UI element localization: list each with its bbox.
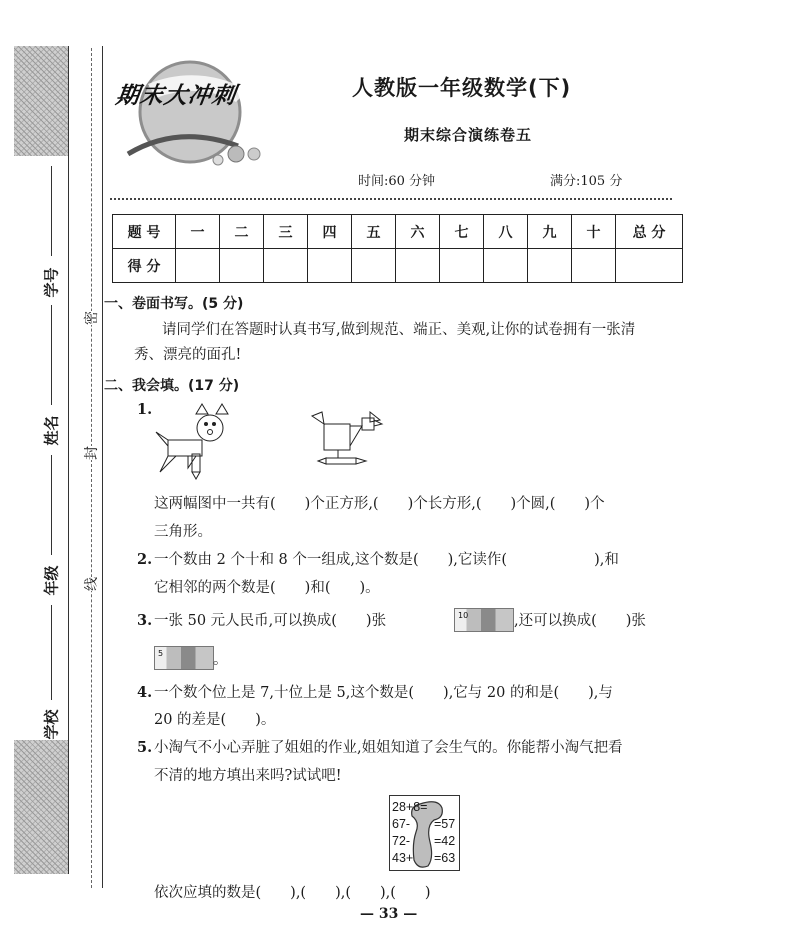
q3-line2: 。 xyxy=(213,652,228,668)
fill-grade xyxy=(51,455,52,555)
q4-line1: 一个数个位上是 7,十位上是 5,这个数是( ),它与 20 的和是( ),与 xyxy=(154,685,613,701)
q2-number: 2. xyxy=(137,551,153,568)
binding-hatch-bottom xyxy=(14,740,68,874)
q5-line2: 不清的地方填出来吗?试试吧! xyxy=(154,768,342,784)
logo-text: 期末大冲刺 xyxy=(114,83,238,109)
q5-answer-line: 依次应填的数是( ),( ),( ),( ) xyxy=(154,885,431,901)
seal-char-feng: 封 xyxy=(81,446,101,460)
label-student-id: 学号 xyxy=(42,267,61,298)
margin-rule xyxy=(102,46,103,888)
eq-line-4-right: =63 xyxy=(434,851,456,865)
score-cell[interactable] xyxy=(264,249,308,283)
q3-line1b: ,还可以换成( )张 xyxy=(514,613,646,629)
binding-hatch-top xyxy=(14,46,68,156)
score-cell[interactable] xyxy=(176,249,220,283)
score-cell[interactable] xyxy=(352,249,396,283)
q3-line1a: 一张 50 元人民币,可以换成( )张 xyxy=(154,613,387,629)
page-subtitle: 期末综合演练卷五 xyxy=(404,126,533,144)
score-cell[interactable] xyxy=(572,249,616,283)
q2-line2: 它相邻的两个数是( )和( )。 xyxy=(154,580,380,596)
q5-line1: 小淘气不小心弄脏了姐姐的作业,姐姐知道了会生气的。你能帮小淘气把看 xyxy=(154,740,623,756)
score-table-score-row xyxy=(113,249,683,283)
score-table xyxy=(112,214,683,283)
score-table-row-label: 题 号 xyxy=(113,215,176,249)
q5-number: 5. xyxy=(137,739,153,756)
score-col-10: 十 xyxy=(572,215,616,249)
q3-number: 3. xyxy=(137,612,153,629)
eq-line-4-left: 43+ xyxy=(392,851,414,865)
fill-student-id xyxy=(51,166,52,256)
banknote-10-denomination: 10 xyxy=(458,611,469,620)
score-col-6: 六 xyxy=(396,215,440,249)
label-grade: 年级 xyxy=(42,565,61,596)
banknote-5-yuan xyxy=(154,646,214,670)
score-col-1: 一 xyxy=(176,215,220,249)
eq-line-3-left: 72- xyxy=(392,834,411,848)
page-title: 人教版一年级数学(下) xyxy=(352,76,572,100)
banknote-5-denomination: 5 xyxy=(158,649,164,658)
q4-number: 4. xyxy=(137,684,153,701)
score-col-8: 八 xyxy=(484,215,528,249)
score-cell[interactable] xyxy=(220,249,264,283)
score-col-4: 四 xyxy=(308,215,352,249)
header-divider xyxy=(110,198,672,200)
score-cell[interactable] xyxy=(396,249,440,283)
fill-school xyxy=(51,605,52,700)
score-cell-total[interactable] xyxy=(616,249,683,283)
seal-char-xian: 线 xyxy=(81,577,101,591)
section1-heading: 一、卷面书写。(5 分) xyxy=(104,296,244,312)
label-name: 姓名 xyxy=(42,415,61,446)
score-col-2: 二 xyxy=(220,215,264,249)
banknote-10-yuan xyxy=(454,608,514,632)
score-col-total: 总 分 xyxy=(616,215,683,249)
section1-line2: 秀、漂亮的面孔! xyxy=(134,347,242,363)
score-cell[interactable] xyxy=(308,249,352,283)
score-table-header-row xyxy=(113,215,683,249)
q5-equation-box xyxy=(389,795,460,871)
q1-bird-figure xyxy=(310,410,390,470)
label-school: 学校 xyxy=(42,709,61,740)
q1-cat-figure xyxy=(152,402,232,480)
section1-line1: 请同学们在答题时认真书写,做到规范、端正、美观,让你的试卷拥有一张清 xyxy=(162,322,636,338)
logo-graphic xyxy=(108,54,268,172)
seal-char-mi: 密 xyxy=(81,311,101,325)
q1-line1: 这两幅图中一共有( )个正方形,( )个长方形,( )个圆,( )个 xyxy=(154,496,605,512)
binding-cut-line xyxy=(91,48,92,888)
page-number: — 33 — xyxy=(360,906,418,922)
exam-time: 时间:60 分钟 xyxy=(358,174,436,189)
score-cell[interactable] xyxy=(528,249,572,283)
score-col-3: 三 xyxy=(264,215,308,249)
eq-line-1: 28+8= xyxy=(392,800,428,814)
score-col-7: 七 xyxy=(440,215,484,249)
score-cell[interactable] xyxy=(440,249,484,283)
section2-heading: 二、我会填。(17 分) xyxy=(104,378,240,394)
logo xyxy=(108,54,268,172)
fill-name xyxy=(51,305,52,405)
q1-number: 1. xyxy=(137,401,153,418)
q2-line1: 一个数由 2 个十和 8 个一组成,这个数是( ),它读作( ),和 xyxy=(154,552,619,568)
q4-line2: 20 的差是( )。 xyxy=(154,712,276,728)
score-col-5: 五 xyxy=(352,215,396,249)
exam-full-score: 满分:105 分 xyxy=(550,174,623,189)
eq-line-2-right: =57 xyxy=(434,817,456,831)
eq-line-2-left: 67- xyxy=(392,817,411,831)
score-row-label: 得 分 xyxy=(113,249,176,283)
score-cell[interactable] xyxy=(484,249,528,283)
score-col-9: 九 xyxy=(528,215,572,249)
q1-line2: 三角形。 xyxy=(154,524,212,540)
eq-line-3-right: =42 xyxy=(434,834,456,848)
binding-line-left xyxy=(68,46,69,874)
